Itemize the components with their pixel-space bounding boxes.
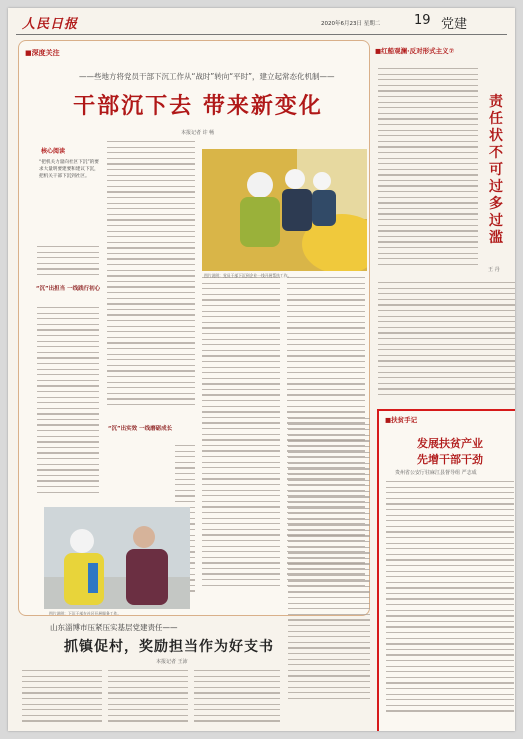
section-name: 党建 (441, 17, 468, 32)
middle-article-body (288, 418, 370, 718)
boxed-article-byline: 贵州省公安厅驻麻江县督导组 严志成 (395, 470, 477, 476)
feature-section-tag: ■深度关注 (25, 49, 60, 57)
community-photo-illustration (44, 507, 190, 609)
feature-subtitle: ——些地方将党员干部下沉工作从“战时”转向“平时”，建立起常态化机制—— (79, 72, 335, 81)
bottom-article-col-3 (194, 670, 280, 726)
commentary-column (370, 40, 515, 408)
photo2-caption: 图片说明：下沉干部在社区开展服务工作。 (49, 611, 122, 616)
body-text-col-2a (107, 141, 195, 421)
bottom-article-byline: 本报记者 王沛 (156, 659, 188, 665)
feature-photo-workers (202, 149, 367, 271)
workers-photo-illustration (202, 149, 367, 271)
boxed-article-body (386, 481, 514, 725)
core-reading-label: 核心阅读 (41, 148, 66, 155)
feature-subhead-1: “沉”出担当 一线践行初心 (35, 286, 101, 292)
newspaper-logo: 人民日报 (22, 17, 79, 32)
poverty-alleviation-article (377, 409, 515, 731)
feature-byline: 本报记者 许 畅 (181, 130, 215, 136)
bottom-article-col-2 (108, 670, 188, 726)
page-number: 19 (414, 13, 431, 28)
bottom-article-title: 抓镇促村，奖励担当作为好支书 (64, 639, 274, 655)
masthead (16, 12, 507, 35)
commentary-body-bottom (378, 282, 515, 404)
body-text-col-1b (37, 307, 99, 503)
feature-subhead-2: “沉”出实效 一线磨砺成长 (107, 426, 173, 432)
bottom-article-col-1 (22, 670, 102, 726)
commentary-body-top (378, 68, 478, 276)
boxed-article-title-line2: 先增干部干劲 (417, 453, 483, 466)
body-text-col-3 (202, 277, 280, 607)
commentary-title: 责任状不可过多过滥 (489, 94, 503, 246)
core-reading-text: “把机关力量向社区下沉”的要求大量明要建要和建议下沉，把机关干部下沉到社区。 (39, 160, 99, 179)
bottom-article-subtitle: 山东淄博市压紧压实基层党建责任—— (50, 623, 178, 632)
commentary-author: 王 丹 (488, 267, 500, 273)
feature-photo-community (44, 507, 190, 609)
photo1-caption: 图片说明：党员干部下沉到企业一线开展帮扶工作。 (204, 273, 292, 278)
feature-headline: 干部沉下去 带来新变化 (73, 93, 323, 119)
boxed-article-title-line1: 发展扶贫产业 (417, 437, 483, 450)
commentary-tag: ■红船观澜·反对形式主义⑦ (375, 47, 455, 55)
newspaper-page (8, 8, 515, 731)
boxed-article-tag: ■扶贫手记 (385, 416, 418, 424)
issue-date: 2020年6月23日 星期二 (321, 21, 381, 27)
body-text-col-1a (37, 246, 99, 282)
